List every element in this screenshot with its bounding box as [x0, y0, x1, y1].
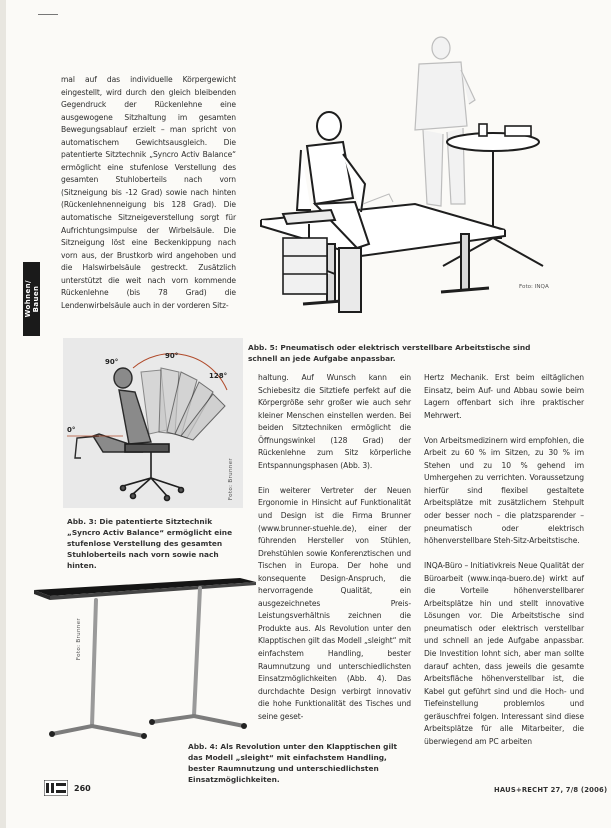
middle-column-text: haltung. Auf Wunsch kann ein Schiebesitz die Sitztiefe perfekt auf die Körpergröße sehr großer wie auch sehr kleiner Menschen einstellen werden. Bei beiden Sitztechniken ermöglicht die Öffnungswinkel (128 Grad) der Rückenlehne zum Sitz körperliche Entspannungsphasen (Abb. 3). Ein weiterer Vertreter der Neuen Ergonomie in Hinsicht auf Funktionalität und Design ist die Firma Brunner (www.brunner-stuehle.de), einer der führenden Hersteller von Stühlen, Drehstühlen sowie Konferenztischen und Tischen in Europa. Der hohe und konsequente Design-Anspruch, die hervorragende Qualität, ein ausgezeichnetes Preis-Leistungsverhältnis zeichnen die Produkte aus. Als Revolution unter den Klapptischen gilt das Modell „sleight“ mit einfachstem Handling, bester Raumnutzung und unterschiedlichsten Einsatzmöglichkeiten (Abb. 4). Das durchdachte Design verbirgt innovativ die hohe Funktionalität des Tisches und seine geset-: [258, 373, 411, 721]
section-tab-label: Wohnen/ Bauen: [23, 280, 40, 318]
figure-5-office-scene: [243, 34, 559, 336]
crop-mark: [38, 14, 58, 15]
figure-3-illustration: [63, 338, 243, 508]
angle-label-90b: 90°: [165, 352, 179, 360]
magazine-reference: HAUS+RECHT 27, 7/8 (2006): [494, 786, 608, 794]
page-edge: [0, 0, 6, 828]
angle-label-0: 0°: [67, 426, 76, 434]
figure-3-chair-diagram: [63, 338, 243, 508]
magazine-logo-icon: [44, 780, 68, 796]
angle-label-90a: 90°: [105, 358, 119, 366]
figure-5-credit: Foto: INQA: [519, 284, 549, 290]
right-column-text: Hertz Mechanik. Erst beim eiltäglichen Einsatz, beim Auf- und Abbau sowie beim Lagern offenbart sich ihre praktischer Mehrwert. Von Arbeitsmedizinern wird empfohlen, die Arbeit zu 60 % im Sitzen, zu 30 % im Stehen und zu 10 % gehend im Umhergehen zu verrichten. Voraussetzung hierfür sind flexibel gestaltete Arbeitsplätze mit zusätzlichem Stehpult oder besser noch – die platzsparender – pneumatisch oder elektrisch höhenverstellbare Steh-Sitz-Arbeitstische. INQA-Büro – Initiativkreis Neue Qualität der Büroarbeit (www.inqa-buero.de) wirkt auf die Vorteile höhenverstellbarer Arbeitsplätze hin und stellt innovative Lösungen vor. Die Arbeitstische sind pneumatisch oder elektrisch verstellbar und schnell an jede Aufgabe anpassbar. Die Investition lohnt sich, aber man sollte darauf achten, dass jeweils die gesamte Arbeitsfläche höhenverstellbar ist, die Kabel gut geführt sind und die Hoch- und Tiefeinstellung problemlos und geräuschfrei folgen. Interessant sind diese Arbeitsplätze für alle Mitarbeiter, die überwiegend am PC arbeiten: [424, 373, 584, 746]
left-column-text: mal auf das individuelle Körpergewicht eingestellt, wird durch den gleich bleibenden Gegendruck der Rückenlehne eine ausgewogene Sitzhaltung im gesamten Bewegungsablauf erzielt – man spricht von automatischem Gewichtsausgleich. Die patentierte Sitztechnik „Syncro Activ Balance“ ermöglicht eine stufenlose Verstellung des gesamten Stuhloberteils nach vorn (Sitzneigung bis -12 Grad) sowie nach hinten (Rückenlehnenneigung bis 128 Grad). Die automatische Sitzneigeverstellung sorgt für Aufrichtungsimpulse der Wirbelsäule. Die Sitzneigung löst eine Beckenkippung nach vorn aus, der Brustkorb wird angehoben und die Halswirbelsäule gestreckt. Zusätzlich unterstützt die weit nach vorn kommende Rückenlehne (bis 78 Grad) die Lendenwirbelsäule auch in der vorderen Sitz-: [61, 75, 236, 310]
angle-label-128: 128°: [209, 372, 228, 380]
figure-5-illustration: [243, 34, 559, 336]
figure-3-credit: Foto: Brunner: [228, 458, 234, 501]
section-tab: [23, 262, 40, 336]
figure-4-credit: Foto: Brunner: [76, 618, 82, 661]
page-number: 260: [74, 784, 91, 793]
figure-3-caption: Abb. 3: Die patentierte Sitztechnik „Syncro Activ Balance“ ermöglicht eine stufenlose Verstellung des gesamten Stuhloberteils nach vorn sowie nach hinten.: [67, 517, 233, 570]
figure-5-caption: Abb. 5: Pneumatisch oder elektrisch verstellbare Arbeitstische sind schnell an jede Aufgabe anpassbar.: [248, 343, 531, 363]
figure-4-caption: Abb. 4: Als Revolution unter den Klapptischen gilt das Modell „sleight“ mit einfachstem Handling, bester Raumnutzung und unterschiedlichsten Einsatzmöglichkeiten.: [188, 742, 398, 784]
